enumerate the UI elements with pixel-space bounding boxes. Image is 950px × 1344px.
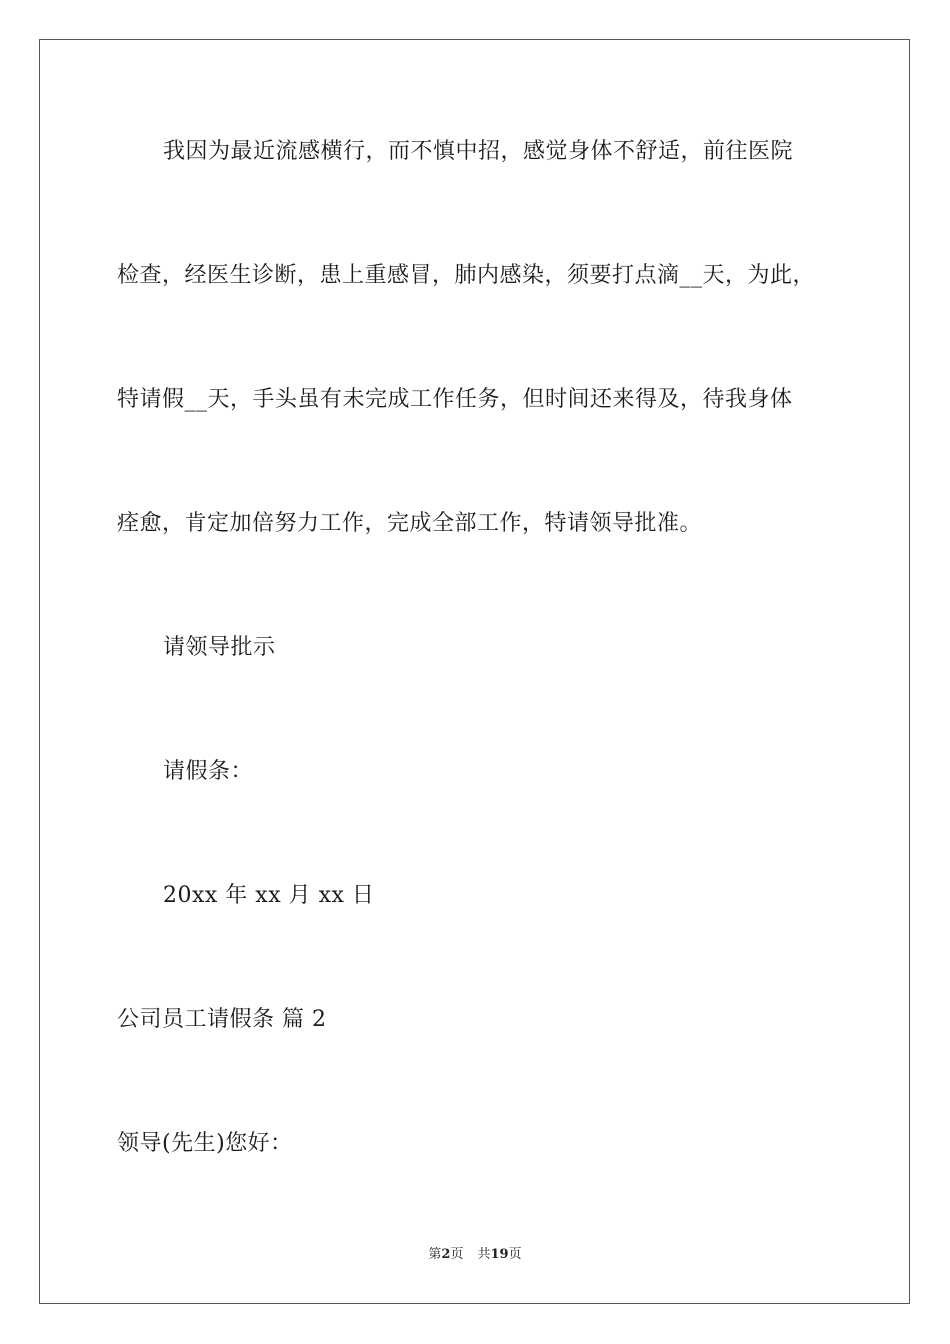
approval-request-line: 请领导批示 xyxy=(163,635,276,660)
body-paragraph-line-1: 我因为最近流感横行，而不慎中招，感觉身体不舒适，前往医院 xyxy=(163,139,794,164)
footer-total-pages: 19 xyxy=(490,1247,509,1262)
footer-page-number: 2 xyxy=(441,1247,451,1262)
footer-page-prefix: 第 xyxy=(428,1247,442,1262)
body-paragraph-line-3: 特请假__天，手头虽有未完成工作任务，但时间还来得及，待我身体 xyxy=(117,387,793,412)
page-border xyxy=(39,39,910,1304)
salutation-line: 领导(先生)您好： xyxy=(117,1131,293,1156)
footer-total-suffix: 页 xyxy=(508,1247,522,1262)
footer-page-suffix: 页 xyxy=(450,1247,464,1262)
body-paragraph-line-4: 痊愈，肯定加倍努力工作，完成全部工作，特请领导批准。 xyxy=(117,511,703,536)
section-heading: 公司员工请假条 篇 2 xyxy=(117,1007,327,1032)
date-line: 20xx 年 xx 月 xx 日 xyxy=(163,883,375,908)
page-footer xyxy=(0,1246,950,1264)
body-paragraph-line-2: 检查，经医生诊断，患上重感冒，肺内感染，须要打点滴__天，为此， xyxy=(117,263,816,288)
leave-note-label: 请假条： xyxy=(163,759,254,784)
footer-total-prefix: 共 xyxy=(477,1247,491,1262)
